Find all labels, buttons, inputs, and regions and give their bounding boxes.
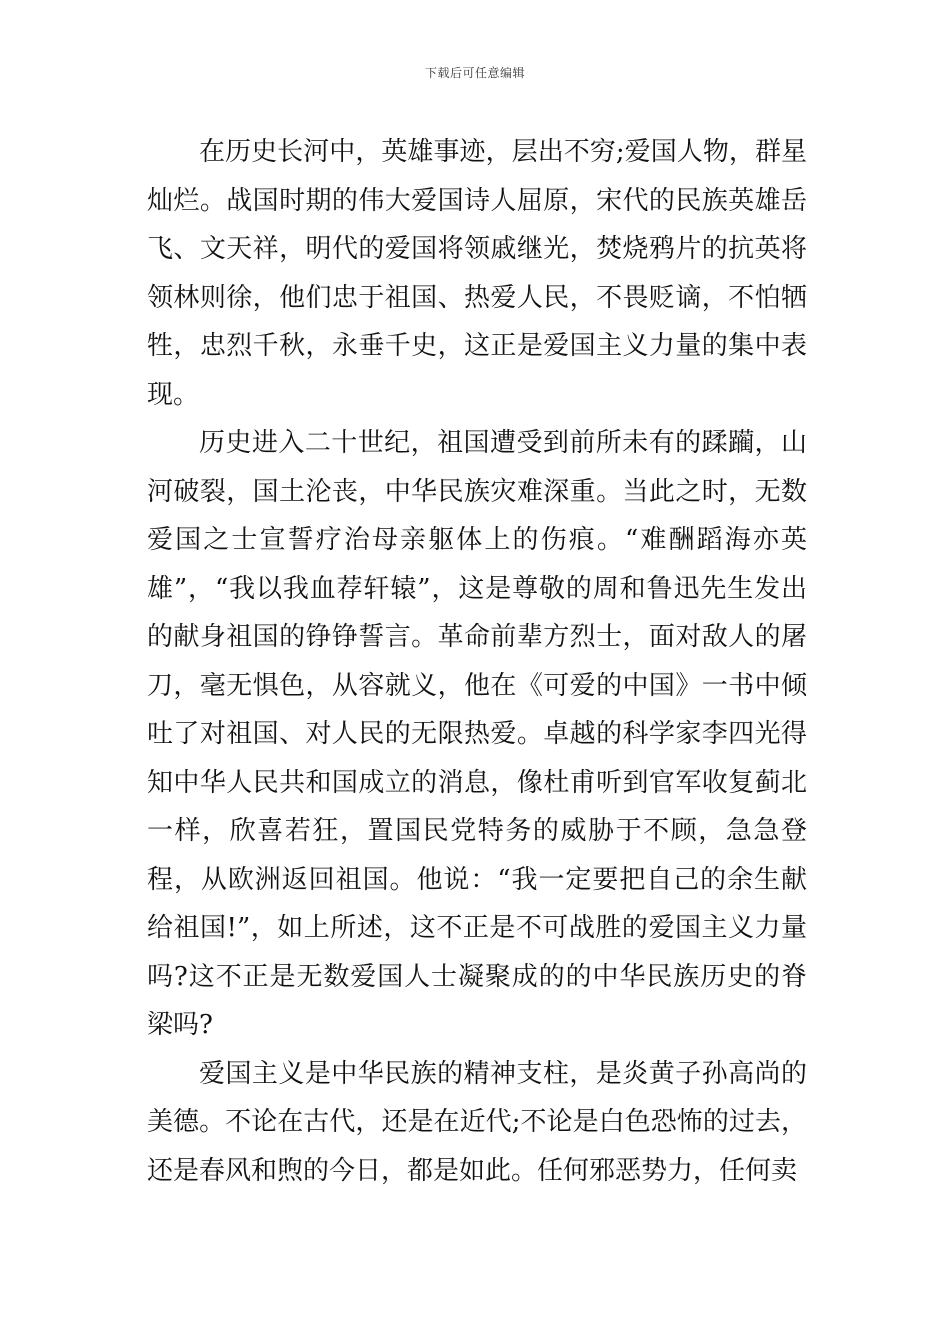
header-note: 下载后可任意编辑 [424,66,525,80]
paragraph-1: 在历史长河中，英雄事迹，层出不穷;爱国人物，群星灿烂。战国时期的伟大爱国诗人屈原，宋代的民族英雄岳飞、文天祥，明代的爱国将领戚继光，焚烧鸦片的抗英将领林则徐，他们忠于祖国、热爱人民，不畏贬谪，不怕牺牲，忠烈千秋，永垂千史，这正是爱国主义力量的集中表现。 [147,137,807,410]
paragraph-3: 爱国主义是中华民族的精神支柱，是炎黄子孙高尚的美德。不论在古代，还是在近代;不论是白色恐怖的过去，还是春风和煦的今日，都是如此。任何邪恶势力，任何卖 [147,1058,807,1186]
document-body [147,128,807,1195]
paragraph-2: 历史进入二十世纪，祖国遭受到前所未有的蹂躏，山河破裂，国土沦丧，中华民族灾难深重。当此之时，无数爱国之士宣誓疗治母亲躯体上的伤痕。“难酬蹈海亦英雄”，“我以我血荐轩辕”，这是尊敬的周和鲁迅先生发出的献身祖国的铮铮誓言。革命前辈方烈士，面对敌人的屠刀，毫无惧色，从容就义，他在《可爱的中国》一书中倾吐了对祖国、对人民的无限热爱。卓越的科学家李四光得知中华人民共和国成立的消息，像杜甫听到官军收复蓟北一样，欣喜若狂，置国民党特务的威胁于不顾，急急登程，从欧洲返回祖国。他说：“我一定要把自己的余生献给祖国!”，如上所述，这不正是不可战胜的爱国主义力量吗?这不正是无数爱国人士凝聚成的的中华民族历史的脊梁吗? [147,428,807,1040]
